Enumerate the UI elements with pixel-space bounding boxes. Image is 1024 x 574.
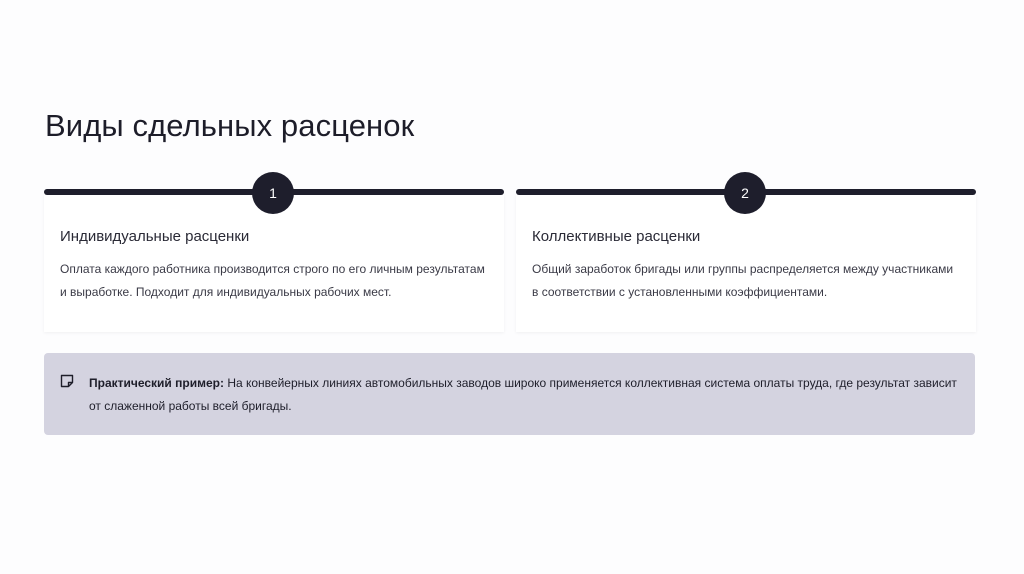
card-description: Общий заработок бригады или группы распределяется между участниками в соответствии с установленными коэффициентами. <box>532 262 954 299</box>
card-description: Оплата каждого работника производится строго по его личным результатам и выработке. Подходит для индивидуальных рабочих мест. <box>60 262 485 299</box>
card-title: Индивидуальные расценки <box>60 228 250 245</box>
page-title: Виды сдельных расценок <box>45 108 415 143</box>
card-title: Коллективные расценки <box>532 228 701 245</box>
card-individual-rates <box>44 172 504 332</box>
note-body: На конвейерных линиях автомобильных заводов широко применяется коллективная система оплаты труда, где результат зависит от слаженной работы всей бригады. <box>89 376 957 413</box>
note-text <box>89 372 959 418</box>
note-label: Практический пример: <box>89 376 224 390</box>
practical-example-callout <box>44 353 975 435</box>
note-icon <box>60 374 74 388</box>
step-number-badge: 1 <box>252 172 294 214</box>
card-collective-rates <box>516 172 976 332</box>
step-number-badge: 2 <box>724 172 766 214</box>
